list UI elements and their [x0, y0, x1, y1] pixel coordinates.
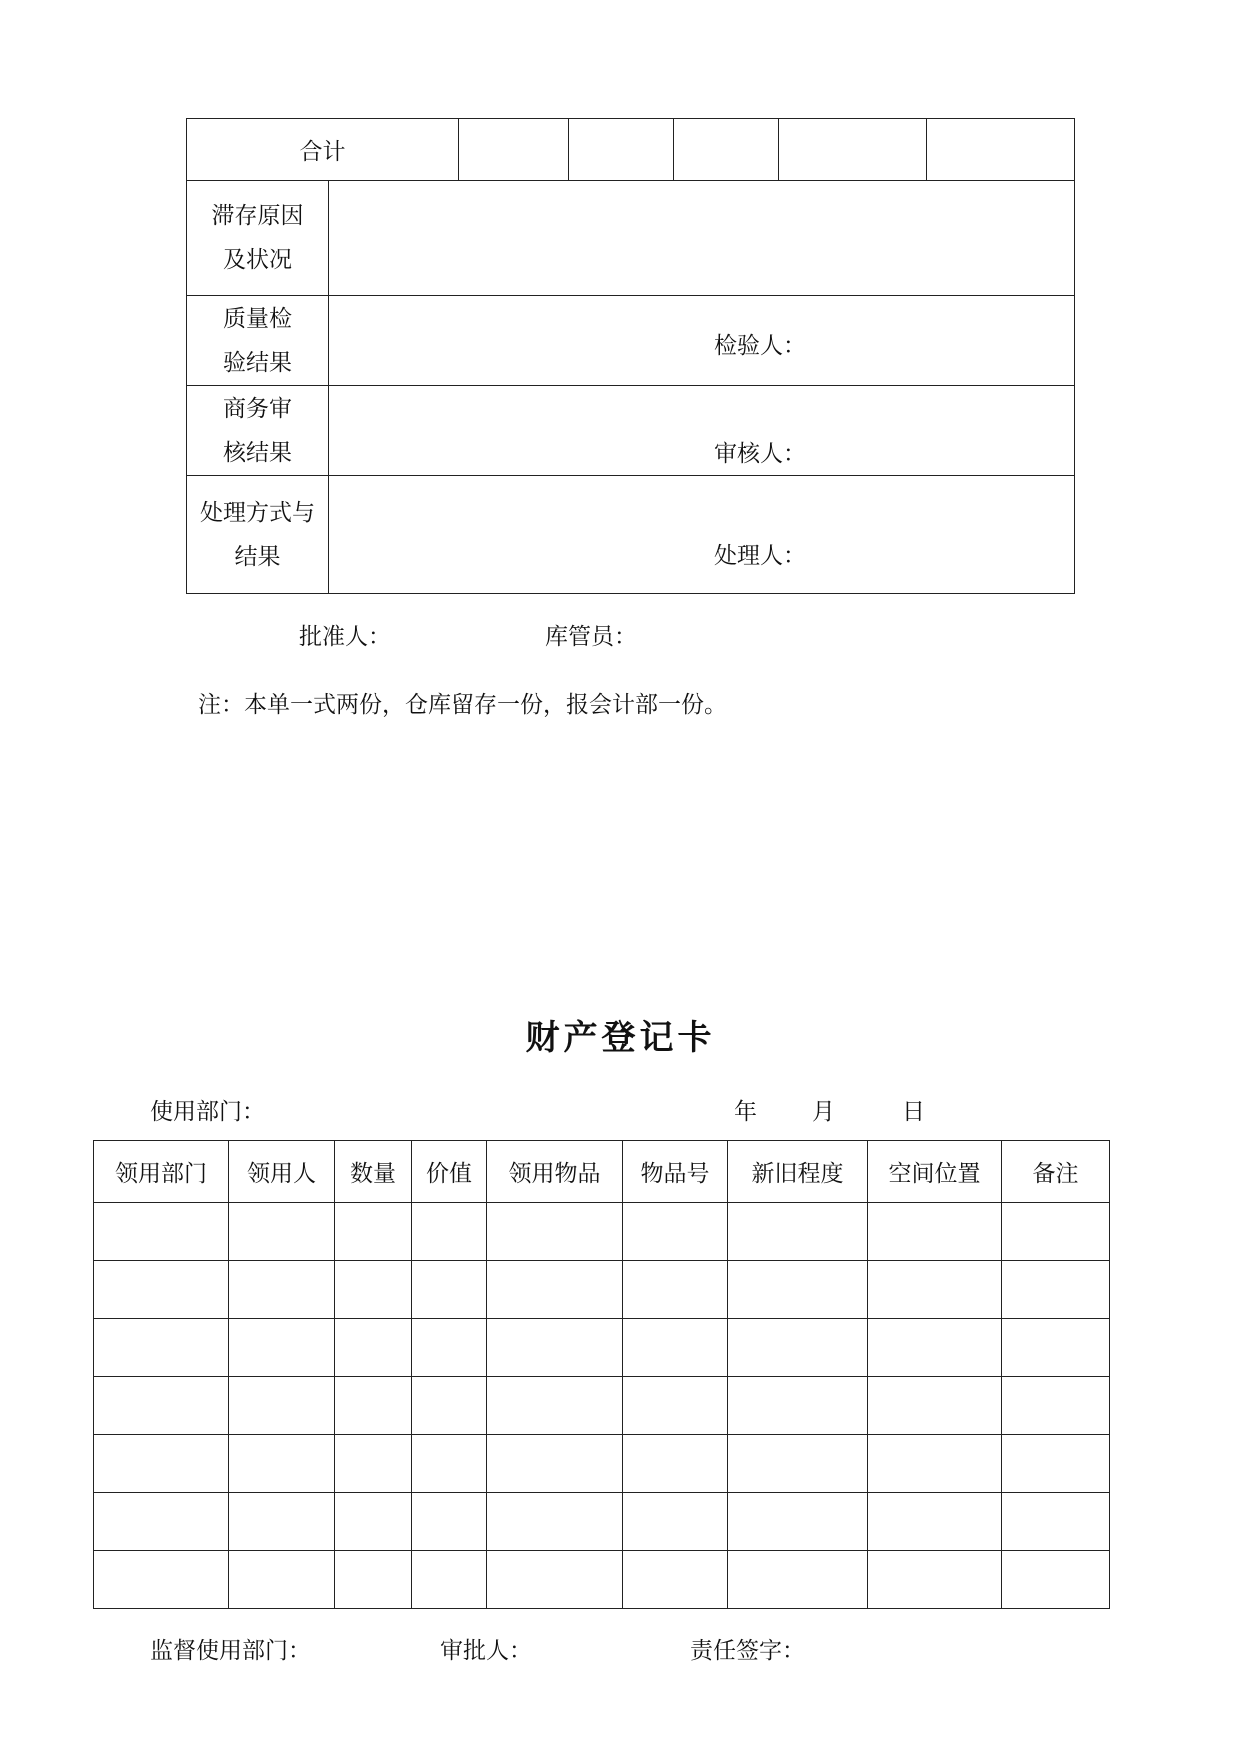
table-cell[interactable] — [229, 1435, 335, 1493]
total-cell[interactable] — [459, 119, 569, 181]
business-label — [187, 386, 329, 476]
header-row — [94, 1141, 1110, 1203]
keeper-label: 库管员： — [545, 624, 637, 650]
table-cell[interactable] — [229, 1261, 335, 1319]
table-cell[interactable] — [728, 1377, 868, 1435]
table-row — [94, 1435, 1110, 1493]
table-row — [94, 1551, 1110, 1609]
col-header: 领用部门 — [94, 1141, 229, 1203]
table-row — [94, 1203, 1110, 1261]
table-cell[interactable] — [868, 1435, 1002, 1493]
table-cell[interactable] — [487, 1493, 623, 1551]
table-cell[interactable] — [728, 1551, 868, 1609]
business-field[interactable] — [329, 386, 1075, 476]
table-cell[interactable] — [412, 1377, 487, 1435]
table-cell[interactable] — [623, 1261, 728, 1319]
year-label: 年 — [734, 1099, 757, 1125]
total-row — [187, 119, 1075, 181]
table-cell[interactable] — [412, 1493, 487, 1551]
table-cell[interactable] — [728, 1435, 868, 1493]
col-header: 空间位置 — [868, 1141, 1002, 1203]
table-cell[interactable] — [623, 1203, 728, 1261]
note-text: 注：本单一式两份，仓库留存一份，报会计部一份。 — [198, 692, 727, 718]
total-cell[interactable] — [674, 119, 779, 181]
table-row — [94, 1493, 1110, 1551]
stock-table — [186, 118, 1075, 594]
quality-signer-label: 检验人： — [714, 333, 806, 359]
table-cell[interactable] — [868, 1203, 1002, 1261]
table-cell[interactable] — [335, 1493, 412, 1551]
quality-label-text: 质量检验结果 — [223, 305, 292, 376]
table-cell[interactable] — [1002, 1319, 1110, 1377]
total-cell[interactable] — [927, 119, 1075, 181]
col-header: 领用物品 — [487, 1141, 623, 1203]
table-cell[interactable] — [487, 1261, 623, 1319]
table-cell[interactable] — [412, 1551, 487, 1609]
table-cell[interactable] — [229, 1551, 335, 1609]
reason-field[interactable] — [329, 181, 1075, 296]
table-cell[interactable] — [623, 1435, 728, 1493]
table-cell[interactable] — [229, 1319, 335, 1377]
table-cell[interactable] — [412, 1319, 487, 1377]
total-cell[interactable] — [779, 119, 927, 181]
table-cell[interactable] — [623, 1551, 728, 1609]
card-title: 财产登记卡 — [525, 1018, 716, 1058]
col-header: 新旧程度 — [728, 1141, 868, 1203]
table-cell[interactable] — [868, 1261, 1002, 1319]
business-label-text: 商务审核结果 — [223, 395, 292, 466]
col-header: 领用人 — [229, 1141, 335, 1203]
table-cell[interactable] — [868, 1377, 1002, 1435]
table-cell[interactable] — [412, 1435, 487, 1493]
table-cell[interactable] — [94, 1203, 229, 1261]
handling-label — [187, 476, 329, 594]
table-cell[interactable] — [229, 1377, 335, 1435]
reason-row — [187, 181, 1075, 296]
table-cell[interactable] — [229, 1493, 335, 1551]
table-cell[interactable] — [412, 1203, 487, 1261]
table-cell[interactable] — [1002, 1203, 1110, 1261]
approver2-label: 审批人： — [440, 1638, 532, 1664]
business-signer-label: 审核人： — [714, 441, 806, 467]
handling-row — [187, 476, 1075, 594]
property-table — [93, 1140, 1110, 1609]
table-row — [94, 1377, 1110, 1435]
table-cell[interactable] — [623, 1377, 728, 1435]
month-label: 月 — [812, 1099, 835, 1125]
table-cell[interactable] — [94, 1319, 229, 1377]
table-cell[interactable] — [487, 1435, 623, 1493]
table-cell[interactable] — [335, 1551, 412, 1609]
table-cell[interactable] — [728, 1319, 868, 1377]
table-cell[interactable] — [335, 1261, 412, 1319]
table-cell[interactable] — [487, 1319, 623, 1377]
handling-field[interactable] — [329, 476, 1075, 594]
table-cell[interactable] — [1002, 1493, 1110, 1551]
table-cell[interactable] — [487, 1203, 623, 1261]
table-row — [94, 1261, 1110, 1319]
col-header: 价值 — [412, 1141, 487, 1203]
table-cell[interactable] — [94, 1493, 229, 1551]
table-cell[interactable] — [1002, 1551, 1110, 1609]
table-cell[interactable] — [868, 1319, 1002, 1377]
table-cell[interactable] — [94, 1551, 229, 1609]
table-row — [94, 1319, 1110, 1377]
table-cell[interactable] — [868, 1551, 1002, 1609]
handling-signer-label: 处理人： — [714, 543, 806, 569]
col-header: 物品号 — [623, 1141, 728, 1203]
table-cell[interactable] — [728, 1261, 868, 1319]
table-cell[interactable] — [94, 1261, 229, 1319]
dept-label: 使用部门： — [150, 1099, 265, 1125]
table-cell[interactable] — [487, 1377, 623, 1435]
handling-label-text: 处理方式与结果 — [200, 499, 315, 570]
table-cell[interactable] — [335, 1203, 412, 1261]
table-cell[interactable] — [229, 1203, 335, 1261]
table-cell[interactable] — [623, 1493, 728, 1551]
supervisor-label: 监督使用部门： — [150, 1638, 311, 1664]
total-cell[interactable] — [569, 119, 674, 181]
table-body — [94, 1203, 1110, 1609]
reason-label-text: 滞存原因及状况 — [211, 203, 304, 273]
table-cell[interactable] — [487, 1551, 623, 1609]
table-cell[interactable] — [868, 1493, 1002, 1551]
table-cell[interactable] — [623, 1319, 728, 1377]
col-header: 数量 — [335, 1141, 412, 1203]
reason-label — [187, 181, 329, 296]
table-cell[interactable] — [94, 1377, 229, 1435]
table-cell[interactable] — [1002, 1377, 1110, 1435]
quality-row — [187, 296, 1075, 386]
table-cell[interactable] — [335, 1319, 412, 1377]
table-cell[interactable] — [728, 1493, 868, 1551]
table-cell[interactable] — [412, 1261, 487, 1319]
responsible-label: 责任签字： — [690, 1638, 805, 1664]
table-cell[interactable] — [728, 1203, 868, 1261]
quality-field[interactable] — [329, 296, 1075, 386]
table-cell[interactable] — [1002, 1261, 1110, 1319]
table-cell[interactable] — [335, 1435, 412, 1493]
business-row — [187, 386, 1075, 476]
quality-label — [187, 296, 329, 386]
table-cell[interactable] — [94, 1435, 229, 1493]
approver-label: 批准人： — [299, 624, 391, 650]
table-cell[interactable] — [1002, 1435, 1110, 1493]
total-label: 合计 — [187, 119, 459, 181]
col-header: 备注 — [1002, 1141, 1110, 1203]
table-cell[interactable] — [335, 1377, 412, 1435]
day-label: 日 — [902, 1099, 925, 1125]
